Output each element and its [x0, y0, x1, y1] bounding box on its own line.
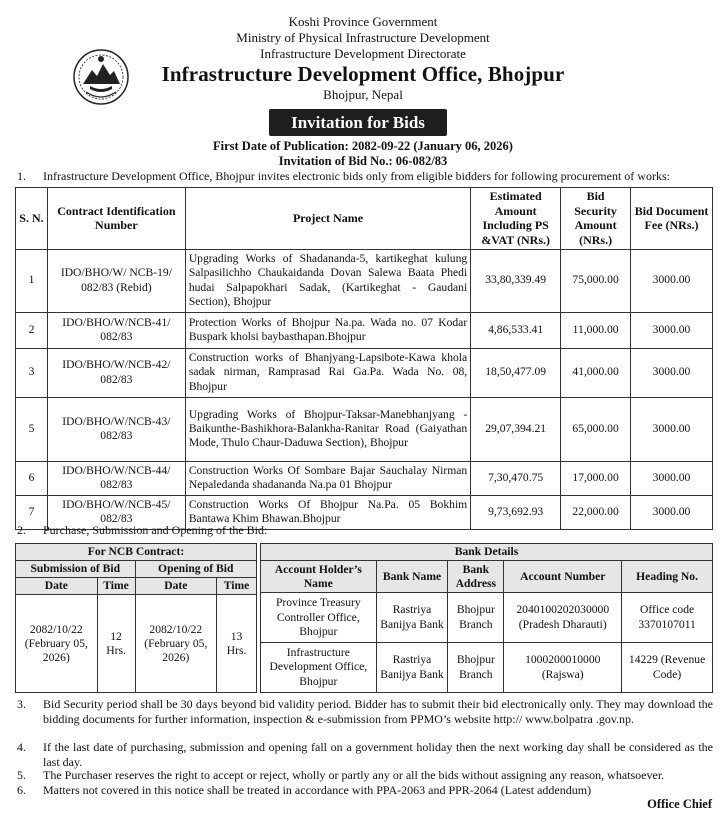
row-project: Upgrading Works of Bhojpur-Taksar-Manebhanjyang -Baikunthe-Bashikhora-Balankha-Ranitar Road (Gaiyathan Mode, Thulo Chaur-Daduwa Section), Bhojpur: [185, 397, 470, 461]
account-holder: Province Treasury Controller Office, Bhojpur: [261, 593, 377, 643]
note-4: 4. If the last date of purchasing, submission and opening fall on a government holiday then the next working day shall be considered as the last day.: [17, 740, 713, 769]
table-row: [16, 312, 713, 348]
row-project: Construction Works Of Bhojpur Na.Pa. 05 Bokhim Bantawa Khim Bhawan.Bhojpur: [185, 495, 470, 529]
header-holder: Account Holder’s Name: [261, 561, 377, 593]
province-name: Koshi Province Government: [288, 14, 438, 29]
header-heading: Heading No.: [622, 561, 713, 593]
submission-date: 2082/10/22 (February 05, 2026): [16, 595, 98, 693]
row-contract: IDO/BHO/W/NCB-43/ 082/83: [47, 397, 185, 461]
signature-office-chief: Office Chief: [647, 797, 712, 811]
row-fee: 3000.00: [631, 461, 713, 495]
row-contract: IDO/BHO/W/ NCB-19/ 082/83 (Rebid): [47, 249, 185, 312]
submission-date-header: Date: [16, 578, 98, 595]
header-security: Bid Security Amount (NRs.): [561, 188, 631, 250]
opening-time-header: Time: [217, 578, 257, 595]
row-sn: 6: [16, 461, 48, 495]
ncb-title: For NCB Contract:: [16, 544, 257, 561]
row-contract: IDO/BHO/W/NCB-42/ 082/83: [47, 348, 185, 397]
row-estimate: 7,30,470.75: [471, 461, 561, 495]
bids-table-header: [16, 188, 713, 250]
bank-name: Rastriya Banijya Bank: [376, 643, 448, 693]
directorate-name: Infrastructure Development Directorate: [260, 46, 466, 61]
table-row: [16, 461, 713, 495]
row-security: 65,000.00: [561, 397, 631, 461]
row-estimate: 4,86,533.41: [471, 312, 561, 348]
account-holder: Infrastructure Development Office, Bhojpur: [261, 643, 377, 693]
note-6: 6. Matters not covered in this notice shall be treated in accordance with PPA-2063 and PPR-2064 (Latest addendum): [17, 783, 592, 797]
row-contract: IDO/BHO/W/NCB-44/ 082/83: [47, 461, 185, 495]
row-sn: 1: [16, 249, 48, 312]
table-row: [16, 397, 713, 461]
row-sn: 5: [16, 397, 48, 461]
note-3: 3. Bid Security period shall be 30 days beyond bid validity period. Bidder has to submit their bid electronically only. They may download the bidding documents for further information, inspection & e-submission from PPMO’s website http:// www.bolpatra .gov.np.: [17, 697, 713, 726]
row-project: Construction Works Of Sombare Bajar Sauchalay Nirman Nepaledanda shadananda Na.pa 01 Bhojpur: [185, 461, 470, 495]
bank-details-title: Bank Details: [261, 544, 713, 561]
heading-number: Office code 3370107011: [622, 593, 713, 643]
row-contract: IDO/BHO/W/NCB-41/ 082/83: [47, 312, 185, 348]
opening-date: 2082/10/22 (February 05, 2026): [135, 595, 217, 693]
row-estimate: 18,50,477.09: [471, 348, 561, 397]
account-number: 1000200010000 (Rajswa): [504, 643, 622, 693]
ncb-contract-table: [15, 543, 257, 693]
bank-name: Rastriya Banijya Bank: [376, 593, 448, 643]
header-sn: S. N.: [16, 188, 48, 250]
table-row: [16, 249, 713, 312]
row-fee: 3000.00: [631, 397, 713, 461]
header-fee: Bid Document Fee (NRs.): [631, 188, 713, 250]
submission-time-header: Time: [97, 578, 135, 595]
submission-header: Submission of Bid: [16, 561, 136, 578]
header-project: Project Name: [185, 188, 470, 250]
row-sn: 3: [16, 348, 48, 397]
opening-date-header: Date: [135, 578, 217, 595]
bank-details-table: [260, 543, 713, 693]
row-project: Upgrading Works of Shadananda-5, kartikeghat kulung Salpasilichho Chaukaidanda Dovan Salewa Baata Phedi hudai Salpapokhari Sadak, (Kartikeghat - Gaudani Section), Bhojpur: [185, 249, 470, 312]
row-fee: 3000.00: [631, 348, 713, 397]
row-contract: IDO/BHO/W/NCB-45/ 082/83: [47, 495, 185, 529]
row-security: 22,000.00: [561, 495, 631, 529]
header-address: Bank Address: [448, 561, 504, 593]
note-5: 5. The Purchaser reserves the right to accept or reject, wholly or partly any or all the bids without assigning any reason, whatsoever.: [17, 768, 665, 782]
row-fee: 3000.00: [631, 312, 713, 348]
row-security: 17,000.00: [561, 461, 631, 495]
account-number: 2040100202030000 (Pradesh Dharauti): [504, 593, 622, 643]
header-account: Account Number: [504, 561, 622, 593]
invitation-number: Invitation of Bid No.: 06-082/83: [278, 154, 448, 168]
bank-address: Bhojpur Branch: [448, 643, 504, 693]
submission-time: 12 Hrs.: [97, 595, 135, 693]
header-bank: Bank Name: [376, 561, 448, 593]
row-security: 11,000.00: [561, 312, 631, 348]
table-row: [16, 348, 713, 397]
row-estimate: 29,07,394.21: [471, 397, 561, 461]
row-estimate: 33,80,339.49: [471, 249, 561, 312]
bank-address: Bhojpur Branch: [448, 593, 504, 643]
table-row: [261, 593, 713, 643]
row-project: Protection Works of Bhojpur Na.pa. Wada no. 07 Kodar Buspark kholsi baybasthapan.Bhojpur: [185, 312, 470, 348]
office-location: Bhojpur, Nepal: [323, 87, 403, 102]
header-contract: Contract Identification Number: [47, 188, 185, 250]
table-row: [261, 643, 713, 693]
office-title: Infrastructure Development Office, Bhojpur: [161, 62, 565, 86]
row-security: 75,000.00: [561, 249, 631, 312]
row-sn: 2: [16, 312, 48, 348]
row-estimate: 9,73,692.93: [471, 495, 561, 529]
opening-time: 13 Hrs.: [217, 595, 257, 693]
opening-header: Opening of Bid: [135, 561, 257, 578]
row-project: Construction works of Bhanjyang-Lapsibote-Kawa khola sadak nirman, Ramprasad Rai Ga.Pa. Wada No. 08, Bhojpur: [185, 348, 470, 397]
row-fee: 3000.00: [631, 249, 713, 312]
row-security: 41,000.00: [561, 348, 631, 397]
row-fee: 3000.00: [631, 495, 713, 529]
section-1-intro: 1. Infrastructure Development Office, Bhojpur invites electronic bids only from eligible bidders for following procurement of works:: [17, 169, 670, 183]
publication-date: First Date of Publication: 2082-09-22 (January 06, 2026): [213, 139, 513, 153]
heading-number: 14229 (Revenue Code): [622, 643, 713, 693]
ministry-name: Ministry of Physical Infrastructure Development: [236, 30, 490, 45]
header-estimate: Estimated Amount Including PS &VAT (NRs.): [471, 188, 561, 250]
section-2-title: 2. Purchase, Submission and Opening of the Bid:: [17, 523, 268, 537]
row-sn: 7: [16, 495, 48, 529]
bids-table: [15, 187, 713, 530]
invitation-banner: Invitation for Bids: [269, 109, 447, 136]
